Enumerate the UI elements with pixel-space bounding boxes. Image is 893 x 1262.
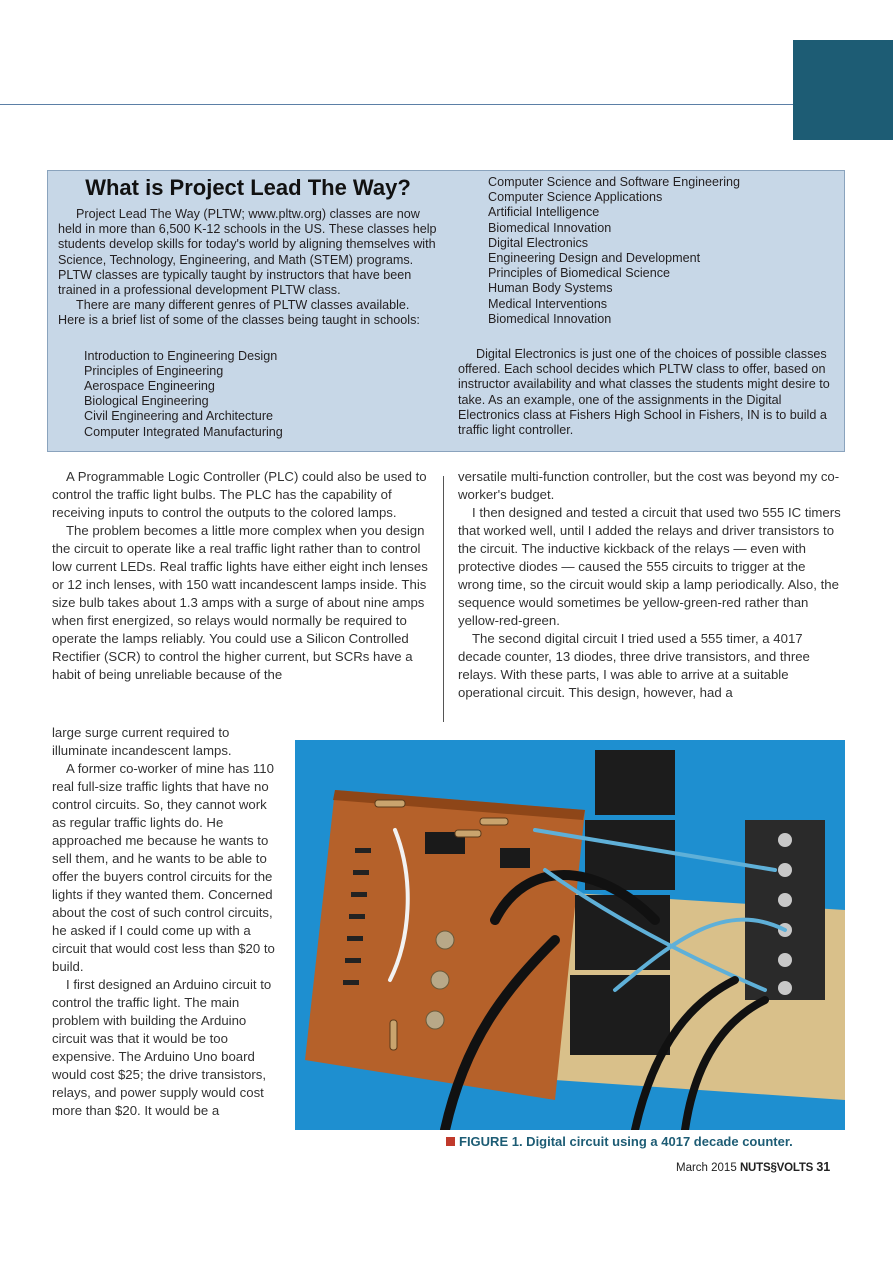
page-footer — [676, 1160, 846, 1174]
sidebar-right-column — [458, 175, 836, 438]
body-paragraph: I first designed an Arduino circuit to control the traffic light. The main problem with building the Arduino circuit was that it would be too expensive. The Arduino Uno board would cost $25; the drive transistors, relays, and power supply would cost more than $20. It would be a — [52, 977, 272, 1118]
body-paragraph: The second digital circuit I tried used a 555 timer, a 4017 decade counter, 13 diodes, three drive transistors, and three relays. With these parts, I was able to arrive at a suitable operational circuit. This design, however, had a — [458, 631, 810, 700]
body-column-right — [458, 468, 844, 702]
class-item: Computer Integrated Manufacturing — [84, 424, 283, 439]
sidebar-left-column — [58, 175, 438, 440]
body-column-left-bottom — [52, 724, 280, 1120]
class-item: Principles of Biomedical Science — [488, 266, 670, 281]
circuit-photo — [295, 740, 845, 1130]
class-item: Artificial Intelligence — [488, 205, 600, 220]
sidebar-title: What is Project Lead The Way? — [85, 175, 411, 200]
class-item: Principles of Engineering — [84, 363, 224, 378]
class-item: Introduction to Engineering Design — [84, 348, 278, 363]
column-divider — [443, 476, 444, 722]
figure-caption — [446, 1134, 846, 1149]
class-list-right — [458, 175, 836, 327]
sidebar-paragraph: There are many different genres of PLTW classes available. Here is a brief list of some of the classes being taught in schools: — [58, 298, 420, 328]
corner-color-block — [793, 40, 893, 140]
class-item: Computer Science Applications — [488, 190, 663, 205]
body-paragraph: large surge current required to illuminate incandescent lamps. — [52, 725, 232, 758]
class-item: Aerospace Engineering — [84, 379, 215, 394]
class-item: Human Body Systems — [488, 281, 613, 296]
class-item: Civil Engineering and Architecture — [84, 409, 274, 424]
page-number: 31 — [816, 1160, 831, 1174]
class-item: Engineering Design and Development — [488, 251, 701, 266]
circuit-photo-illustration — [295, 740, 845, 1130]
class-item: Computer Science and Software Engineering — [488, 175, 741, 189]
sidebar-paragraph: Project Lead The Way (PLTW; www.pltw.org) classes are now held in more than 6,500 K-12 schools in the US. These classes help students develop skills for today's world by aligning themselves with Science, Technology, Engineering, and Math (STEM) programs. PLTW classes are typically taught by instructors that have been trained in a professional development PLTW class. — [58, 207, 437, 298]
class-item: Digital Electronics — [488, 235, 589, 250]
header-rule — [0, 104, 793, 105]
class-list-left — [58, 349, 438, 440]
footer-date: March 2015 — [676, 1162, 737, 1174]
sidebar-paragraph: Digital Electronics is just one of the choices of possible classes offered. Each school decides which PLTW class to offer, based on instructor availability and what classes the students might desire to take. As an example, one of the assignments in the Digital Electronics class at Fishers High School in Fishers, IN is to build a traffic light controller. — [458, 347, 830, 438]
pltw-sidebar — [47, 170, 845, 452]
footer-magazine: NUTS§VOLTS — [739, 1162, 814, 1174]
figure-caption-text: FIGURE 1. Digital circuit using a 4017 decade counter. — [459, 1134, 793, 1149]
class-item: Biomedical Innovation — [488, 311, 612, 326]
class-item: Medical Interventions — [488, 296, 608, 311]
body-paragraph: The problem becomes a little more complex when you design the circuit to operate like a real traffic light rather than to control low current LEDs. Real traffic lights have either eight inch lenses or 12 inch lenses, with 150 watt incandescent lamps inside. This size bulb takes about 1.3 amps with a surge of about nine amps when first energized, so relays would normally be required to operate the lamps reliably. You could use a Silicon Controlled Rectifier (SCR) to control the higher current, but SCRs have a habit of being unreliable because of the — [52, 523, 428, 682]
body-paragraph: A former co-worker of mine has 110 real full-size traffic lights that have no control circuits. So, they cannot work as regular traffic lights do. He approached me because he wants to sell them, and he wants to be able to offer the buyers control circuits for the lights if they wanted them. Concerned about the cost of such control circuits, he asked if I could come up with a circuit that would cost less than $20 to build. — [52, 761, 275, 974]
caption-square-icon — [446, 1137, 455, 1146]
body-paragraph: versatile multi-function controller, but the cost was beyond my co-worker's budget. — [458, 469, 840, 502]
body-paragraph: I then designed and tested a circuit that used two 555 IC timers that worked well, until I added the relays and driver transistors to the circuit. The inductive kickback of the relays — even with protective diodes — caused the 555 circuits to trigger at the wrong time, so the circuit would skip a lamp periodically. Also, the sequence would sometimes be yellow-green-red rather than yellow-red-green. — [458, 505, 841, 628]
class-item: Biomedical Innovation — [488, 220, 612, 235]
body-paragraph: A Programmable Logic Controller (PLC) could also be used to control the traffic light bulbs. The PLC has the capability of receiving inputs to control the outputs to the colored lamps. — [52, 469, 427, 520]
class-item: Biological Engineering — [84, 394, 209, 409]
body-column-left-top — [52, 468, 430, 684]
